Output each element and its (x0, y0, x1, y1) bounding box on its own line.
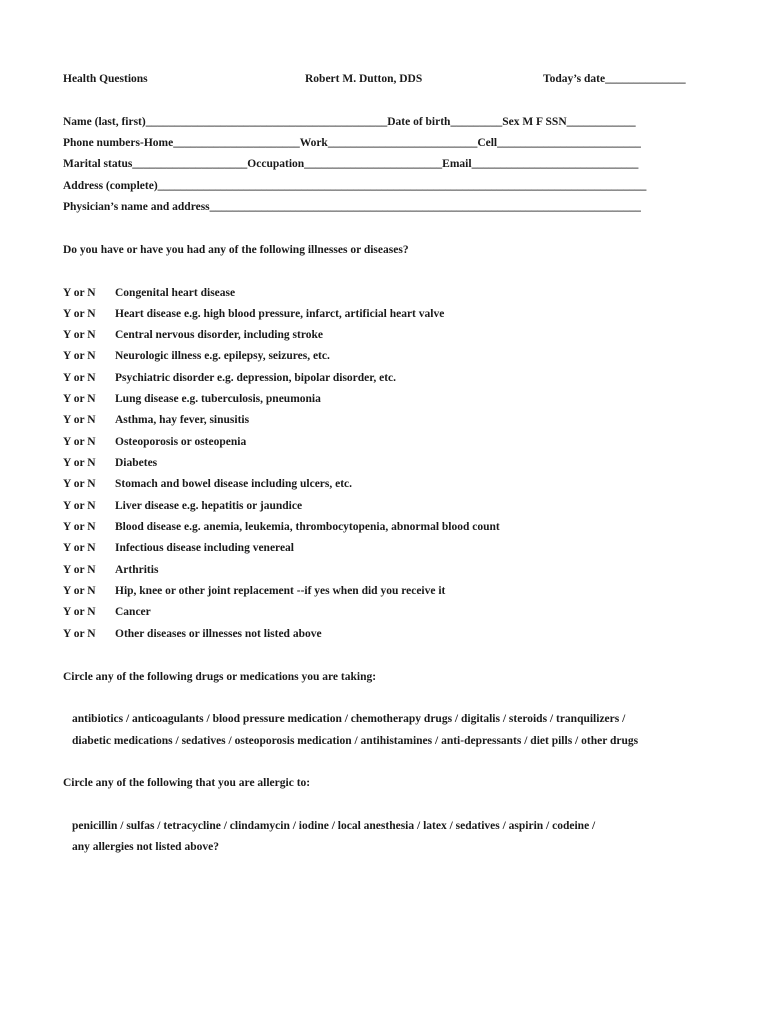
illness-label: Liver disease e.g. hepatitis or jaundice (115, 500, 303, 512)
yes-no-choice[interactable]: Y or N (63, 414, 96, 426)
illness-row[interactable] (63, 564, 158, 576)
drugs-options-line[interactable]: antibiotics / anticoagulants / blood pressure medication / chemotherapy drugs / digitalis / steroids / tranquilizers / (72, 713, 626, 725)
illness-row[interactable] (63, 329, 323, 341)
illness-label: Hip, knee or other joint replacement --if yes when did you receive it (115, 585, 446, 597)
yes-no-choice[interactable]: Y or N (63, 393, 96, 405)
name-dob-sex-ssn-field[interactable]: Name (last, first)__________________________________________Date of birth_________Sex M F SSN____________ (63, 116, 636, 128)
illness-label: Other diseases or illnesses not listed above (115, 628, 322, 640)
illness-row[interactable] (63, 372, 396, 384)
illness-row[interactable] (63, 606, 151, 618)
illness-label: Lung disease e.g. tuberculosis, pneumonia (115, 393, 321, 405)
illness-row[interactable] (63, 308, 444, 320)
illness-row[interactable] (63, 542, 294, 554)
yes-no-choice[interactable]: Y or N (63, 457, 96, 469)
phone-numbers-field[interactable]: Phone numbers-Home______________________Work__________________________Cell_________________________ (63, 137, 641, 149)
illness-row[interactable] (63, 436, 246, 448)
illness-row[interactable] (63, 585, 445, 597)
yes-no-choice[interactable]: Y or N (63, 585, 96, 597)
drugs-options-line[interactable]: diabetic medications / sedatives / osteoporosis medication / antihistamines / anti-depressants / diet pills / other drugs (72, 735, 639, 747)
marital-occupation-email-field[interactable]: Marital status____________________Occupation________________________Email_____________________________ (63, 158, 639, 170)
yes-no-choice[interactable]: Y or N (63, 329, 96, 341)
illness-row[interactable] (63, 628, 322, 640)
illness-question: Do you have or have you had any of the following illnesses or diseases? (63, 244, 409, 256)
yes-no-choice[interactable]: Y or N (63, 606, 96, 618)
illness-label: Congenital heart disease (115, 287, 236, 299)
illness-label: Heart disease e.g. high blood pressure, infarct, artificial heart valve (115, 308, 445, 320)
illness-label: Neurologic illness e.g. epilepsy, seizures, etc. (115, 350, 330, 362)
yes-no-choice[interactable]: Y or N (63, 287, 96, 299)
todays-date-field[interactable]: Today’s date______________ (543, 73, 686, 85)
illness-label: Stomach and bowel disease including ulcers, etc. (115, 478, 353, 490)
illness-row[interactable] (63, 457, 157, 469)
yes-no-choice[interactable]: Y or N (63, 628, 96, 640)
illness-label: Infectious disease including venereal (115, 542, 295, 554)
illness-row[interactable] (63, 521, 500, 533)
illness-row[interactable] (63, 414, 249, 426)
allergy-options-line[interactable]: any allergies not listed above? (72, 841, 219, 853)
yes-no-choice[interactable]: Y or N (63, 521, 96, 533)
illness-label: Arthritis (115, 564, 159, 576)
illness-row[interactable] (63, 478, 352, 490)
illness-row[interactable] (63, 500, 302, 512)
illness-label: Asthma, hay fever, sinusitis (115, 414, 250, 426)
yes-no-choice[interactable]: Y or N (63, 478, 96, 490)
illness-row[interactable] (63, 350, 330, 362)
illness-label: Cancer (115, 606, 151, 618)
illness-label: Blood disease e.g. anemia, leukemia, thrombocytopenia, abnormal blood count (115, 521, 500, 533)
yes-no-choice[interactable]: Y or N (63, 542, 96, 554)
yes-no-choice[interactable]: Y or N (63, 308, 96, 320)
illness-label: Psychiatric disorder e.g. depression, bipolar disorder, etc. (115, 372, 396, 384)
allergy-options-line[interactable]: penicillin / sulfas / tetracycline / clindamycin / iodine / local anesthesia / latex / sedatives / aspirin / codeine / (72, 820, 596, 832)
physician-field[interactable]: Physician’s name and address___________________________________________________________________________ (63, 201, 641, 213)
illness-label: Central nervous disorder, including stroke (115, 329, 323, 341)
yes-no-choice[interactable]: Y or N (63, 436, 96, 448)
yes-no-choice[interactable]: Y or N (63, 500, 96, 512)
drugs-question: Circle any of the following drugs or medications you are taking: (63, 671, 377, 683)
illness-label: Diabetes (115, 457, 158, 469)
allergy-question: Circle any of the following that you are allergic to: (63, 777, 311, 789)
illness-label: Osteoporosis or osteopenia (115, 436, 247, 448)
illness-row[interactable] (63, 287, 235, 299)
doctor-name: Robert M. Dutton, DDS (305, 73, 423, 85)
yes-no-choice[interactable]: Y or N (63, 372, 96, 384)
yes-no-choice[interactable]: Y or N (63, 564, 96, 576)
yes-no-choice[interactable]: Y or N (63, 350, 96, 362)
illness-row[interactable] (63, 393, 321, 405)
address-field[interactable]: Address (complete)_____________________________________________________________________________________ (63, 180, 647, 192)
form-title: Health Questions (63, 73, 148, 85)
